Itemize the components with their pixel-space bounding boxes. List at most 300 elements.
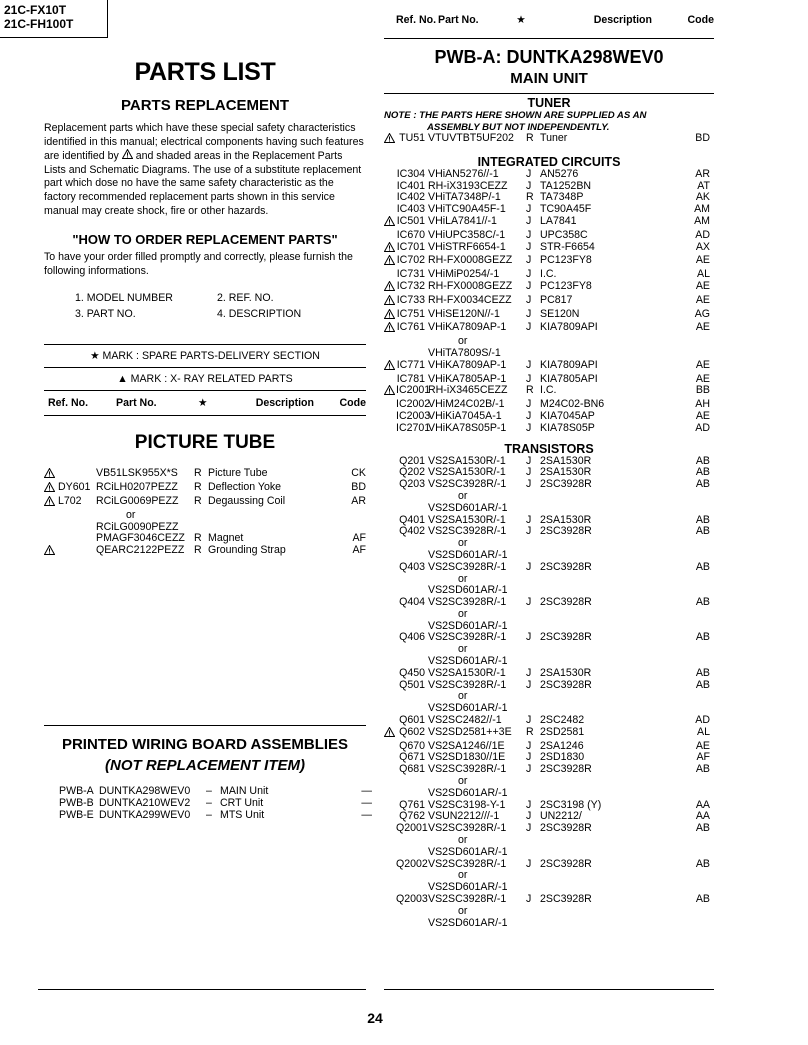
price-code <box>620 906 710 918</box>
description: SE120N <box>540 307 580 320</box>
table-row <box>384 423 714 435</box>
description: PC817 <box>540 293 573 306</box>
order-item: 3. PART NO. <box>75 308 136 321</box>
ref-no: Q501 <box>399 678 425 691</box>
part-no: VS2SD601AR/-1 <box>428 845 508 858</box>
type-code: J <box>526 293 532 306</box>
icon-spacer <box>44 510 58 522</box>
table-row <box>384 322 714 336</box>
price-code: AF <box>696 751 710 764</box>
part-no: VHiM24C02B/-1 <box>428 398 505 411</box>
type-code: J <box>526 857 532 870</box>
description: 2SA1530R <box>540 666 592 679</box>
icon-spacer <box>384 467 396 479</box>
table-row <box>384 680 714 692</box>
price-code <box>620 503 710 515</box>
price-code <box>620 776 710 788</box>
ref-no <box>58 522 96 534</box>
type-code: J <box>526 560 532 573</box>
header-star: ★ <box>198 397 208 410</box>
part-no: VS2SC3928R/-1 <box>428 560 507 573</box>
type-code <box>526 503 540 515</box>
table-row <box>384 295 714 309</box>
triangle-mark-legend: ▲ MARK : X- RAY RELATED PARTS <box>117 373 293 386</box>
part-no: RH-FX0008GEZZ <box>428 279 513 292</box>
price-code: AL <box>697 725 710 738</box>
type-code: J <box>526 307 532 320</box>
table-row <box>59 784 372 798</box>
ref-no: IC781 <box>396 372 425 385</box>
part-no: or <box>458 690 468 703</box>
part-no: or <box>458 775 468 788</box>
description: CRT Unit <box>220 796 264 809</box>
icon-spacer <box>384 374 396 386</box>
icon-spacer <box>384 491 396 503</box>
part-no: VS2SD601AR/-1 <box>428 786 508 799</box>
price-code: AB <box>695 560 710 573</box>
right-column <box>384 14 714 929</box>
description: MTS Unit <box>220 808 265 821</box>
description <box>540 538 620 550</box>
ref-no: TU51 <box>399 132 425 144</box>
icon-spacer <box>384 336 396 348</box>
description: PC123FY8 <box>540 279 592 292</box>
warning-triangle-icon <box>44 482 58 496</box>
icon-spacer <box>384 269 396 281</box>
table-row <box>384 526 714 538</box>
description: Deflection Yoke <box>208 481 282 494</box>
bottom-divider-right <box>384 989 714 990</box>
part-no: VS2SC2482//-1 <box>428 714 502 727</box>
ref-no <box>396 336 428 348</box>
price-code <box>620 644 710 656</box>
warning-triangle-icon <box>384 255 396 269</box>
warning-triangle-icon <box>44 496 58 510</box>
page-number: 24 <box>367 1010 383 1026</box>
type-code: J <box>526 228 532 241</box>
icon-spacer <box>44 533 58 545</box>
description: M24C02-BN6 <box>540 398 605 411</box>
part-no: or <box>458 869 468 882</box>
part-no: VS2SD601AR/-1 <box>428 548 508 561</box>
price-code: AB <box>695 678 710 691</box>
divider <box>384 93 714 94</box>
type-code: R <box>194 481 202 494</box>
price-code: AT <box>697 179 710 192</box>
part-no: VS2SC3928R/-1 <box>428 525 507 538</box>
description <box>540 835 620 847</box>
table-row <box>44 545 366 559</box>
part-no: QEARC2122PEZZ <box>96 544 185 557</box>
icon-spacer <box>384 823 396 835</box>
type-code: J <box>526 739 532 752</box>
type-code: J <box>526 203 532 216</box>
how-to-order-text: To have your order filled promptly and correctly, please furnish the following informations. <box>44 251 353 277</box>
ref-no: Q2003 <box>396 893 428 906</box>
type-code <box>526 835 540 847</box>
ref-no: L702 <box>58 494 82 507</box>
transistor-table <box>384 456 714 930</box>
pwb-name: PWB-B <box>59 796 94 809</box>
price-code <box>620 550 710 562</box>
type-code: R <box>526 191 534 204</box>
description: I.C. <box>540 384 557 397</box>
tuner-heading: TUNER <box>527 96 571 110</box>
warning-triangle-icon <box>384 133 396 147</box>
type-code: J <box>526 810 532 823</box>
icon-spacer <box>384 800 396 812</box>
icon-spacer <box>384 192 396 204</box>
description <box>540 918 620 930</box>
icon-spacer <box>384 870 396 882</box>
description: 2SC3928R <box>540 596 592 609</box>
description: 2SC3928R <box>540 478 592 491</box>
price-code: CK <box>351 467 366 480</box>
part-no: VS2SD1830//1E <box>428 751 506 764</box>
price-code: AE <box>695 279 710 292</box>
description <box>540 609 620 621</box>
part-no: VS2SC3928R/-1 <box>428 763 507 776</box>
icon-spacer <box>384 691 396 703</box>
dash: – <box>206 796 212 809</box>
part-no: VB51LSK955X*S <box>96 467 178 480</box>
description <box>208 510 338 522</box>
price-code: BD <box>351 481 366 494</box>
icon-spacer <box>384 503 396 515</box>
ref-no: IC732 <box>396 279 425 292</box>
price-code: AG <box>694 307 710 320</box>
part-no: PMAGF3046CEZZ <box>96 532 185 545</box>
part-no: or <box>458 572 468 585</box>
ref-no <box>396 348 428 360</box>
type-code: J <box>526 751 532 764</box>
description: TA7348P <box>540 191 584 204</box>
part-no: VS2SC3198-Y-1 <box>428 798 506 811</box>
type-code: J <box>526 240 532 253</box>
type-code: J <box>526 714 532 727</box>
picture-tube-table <box>44 468 366 559</box>
description: 2SA1530R <box>540 513 592 526</box>
ref-no: IC771 <box>396 358 425 371</box>
part-no: VS2SD601AR/-1 <box>428 584 508 597</box>
icon-spacer <box>384 585 396 597</box>
description: 2SC3928R <box>540 560 592 573</box>
warning-triangle-icon <box>122 149 133 159</box>
ref-no: IC761 <box>396 321 425 334</box>
table-row <box>384 609 714 621</box>
ref-no: IC751 <box>396 307 425 320</box>
part-no: or <box>458 904 468 917</box>
description: STR-F6654 <box>540 240 595 253</box>
ref-no <box>396 788 428 800</box>
icon-spacer <box>384 230 396 242</box>
icon-spacer <box>384 348 396 360</box>
part-no: DUNTKA299WEV0 <box>99 808 191 821</box>
header-code: Code <box>687 14 714 26</box>
part-no: VHiTA7809S/-1 <box>428 346 501 359</box>
warning-triangle-icon <box>44 468 58 482</box>
table-row <box>384 491 714 503</box>
description: Tuner <box>540 132 568 144</box>
description: 2SA1246 <box>540 739 584 752</box>
ref-no: IC2701 <box>396 421 431 434</box>
header-ref-no: Ref. No. <box>396 14 437 26</box>
description: MAIN Unit <box>220 784 269 797</box>
order-item: 4. DESCRIPTION <box>217 308 302 321</box>
description: 2SD2581 <box>540 725 585 738</box>
ref-no <box>396 644 428 656</box>
warning-triangle-icon <box>44 545 58 559</box>
part-no: VS2SD601AR/-1 <box>428 916 508 929</box>
type-code: J <box>526 596 532 609</box>
price-code: BD <box>695 132 710 144</box>
ref-no: Q201 <box>399 454 425 467</box>
table-row <box>44 468 366 482</box>
part-no: RH-FX0008GEZZ <box>428 254 513 267</box>
warning-triangle-icon <box>384 322 396 336</box>
description: 2SC3928R <box>540 525 592 538</box>
part-no: VS2SD601AR/-1 <box>428 619 508 632</box>
type-code <box>526 918 540 930</box>
table-row <box>384 764 714 776</box>
price-code: AE <box>695 409 710 422</box>
ref-no: IC304 <box>396 167 425 180</box>
price-code: AB <box>695 763 710 776</box>
price-code <box>620 691 710 703</box>
part-no: VHiLA7841//-1 <box>428 214 497 227</box>
icon-spacer <box>384 656 396 668</box>
description: KIA78S05P <box>540 421 595 434</box>
ref-no: Q403 <box>399 560 425 573</box>
header-part-no: Part No. <box>116 397 157 410</box>
ref-no <box>396 918 428 930</box>
price-code: AR <box>351 494 366 507</box>
part-no: VHiSTRF6654-1 <box>428 240 506 253</box>
table-row <box>44 496 366 510</box>
description: 2SA1530R <box>540 466 592 479</box>
table-row <box>384 906 714 918</box>
type-code <box>526 336 540 348</box>
table-row <box>384 479 714 491</box>
description: KIA7805API <box>540 372 598 385</box>
icon-spacer <box>384 169 396 181</box>
part-no: VS2SC3928R/-1 <box>428 678 507 691</box>
description: 2SC3928R <box>540 857 592 870</box>
type-code: J <box>526 398 532 411</box>
part-no: or <box>126 508 136 521</box>
price-code: AB <box>695 596 710 609</box>
icon-spacer <box>384 411 396 423</box>
price-code <box>338 510 366 522</box>
table-row <box>44 482 366 496</box>
table-row <box>384 169 714 181</box>
type-code <box>526 348 540 360</box>
price-code: AB <box>695 525 710 538</box>
table-row <box>384 360 714 374</box>
icon-spacer <box>384 788 396 800</box>
table-row <box>384 847 714 859</box>
header-star: ★ <box>516 14 526 26</box>
table-header-right <box>384 0 714 39</box>
ref-no <box>396 847 428 859</box>
table-row <box>384 918 714 930</box>
description: PC123FY8 <box>540 254 592 267</box>
ref-no <box>58 533 96 545</box>
icon-spacer <box>384 181 396 193</box>
safety-intro-paragraph <box>44 122 366 218</box>
ref-no: Q202 <box>399 466 425 479</box>
part-no: DUNTKA298WEV0 <box>99 784 191 797</box>
price-code: AE <box>695 254 710 267</box>
icon-spacer <box>384 621 396 633</box>
how-to-order-heading: "HOW TO ORDER REPLACEMENT PARTS" <box>72 232 338 248</box>
table-row <box>384 242 714 256</box>
icon-spacer <box>384 741 396 753</box>
icon-spacer <box>384 399 396 411</box>
part-no: RCiLH0207PEZZ <box>96 481 178 494</box>
ref-no: IC501 <box>396 214 425 227</box>
price-code: AD <box>695 421 710 434</box>
header-description: Description <box>593 14 652 26</box>
icon-spacer <box>384 515 396 527</box>
price-code: AL <box>697 268 710 281</box>
ref-no: IC701 <box>396 240 425 253</box>
description <box>540 776 620 788</box>
type-code: J <box>526 478 532 491</box>
description: 2SC3928R <box>540 631 592 644</box>
ref-no <box>396 491 428 503</box>
part-no: VHiKA7809AP-1 <box>428 358 507 371</box>
description <box>540 503 620 515</box>
ref-no <box>396 574 428 586</box>
part-no: DUNTKA210WEV2 <box>99 796 191 809</box>
ref-no <box>396 906 428 918</box>
picture-tube-heading: PICTURE TUBE <box>134 432 276 454</box>
safety-intro-text-b: and shaded areas in the Replacement Parts Lists and Schematic Diagrams. The use of a substitute replacement part which dose no have the same safety characteristic as the factory recommended replacement parts shown in this service manual may create shock, fire or other hazards. <box>44 150 362 217</box>
type-code: R <box>526 384 534 397</box>
price-code: AE <box>695 293 710 306</box>
ref-no: IC670 <box>396 228 425 241</box>
table-row <box>384 230 714 242</box>
ref-no: IC403 <box>396 203 425 216</box>
part-no: VHiUPC358C/-1 <box>428 228 506 241</box>
type-code: J <box>526 409 532 422</box>
type-code <box>526 609 540 621</box>
part-no: or <box>458 335 468 348</box>
table-row <box>384 597 714 609</box>
table-row <box>384 550 714 562</box>
type-code: J <box>526 893 532 906</box>
type-code: J <box>526 214 532 227</box>
price-code: AA <box>695 798 710 811</box>
icon-spacer <box>384 894 396 906</box>
part-no: RCiLG0090PEZZ <box>96 520 179 533</box>
price-code: AD <box>695 228 710 241</box>
price-code <box>620 348 710 360</box>
icon-spacer <box>384 752 396 764</box>
type-code <box>526 788 540 800</box>
type-code: J <box>526 268 532 281</box>
price-code: AE <box>695 372 710 385</box>
icon-spacer <box>44 522 58 534</box>
price-code: AB <box>695 478 710 491</box>
ref-no <box>396 870 428 882</box>
description: Magnet <box>208 532 244 545</box>
type-code: J <box>526 372 532 385</box>
header-description: Description <box>255 397 314 410</box>
description <box>540 691 620 703</box>
price-code: — <box>361 808 372 821</box>
table-row <box>44 533 366 545</box>
ref-no: Q404 <box>399 596 425 609</box>
warning-triangle-icon <box>384 242 396 256</box>
type-code: J <box>526 179 532 192</box>
part-no: VS2SC3928R/-1 <box>428 631 507 644</box>
price-code: — <box>361 796 372 809</box>
description: 2SC3928R <box>540 678 592 691</box>
type-code <box>526 574 540 586</box>
type-code: J <box>526 525 532 538</box>
ref-no: Q406 <box>399 631 425 644</box>
price-code <box>620 847 710 859</box>
description: I.C. <box>540 268 557 281</box>
type-code <box>526 776 540 788</box>
table-row <box>384 503 714 515</box>
type-code: R <box>194 494 202 507</box>
part-no: VS2SD601AR/-1 <box>428 655 508 668</box>
table-row <box>384 255 714 269</box>
type-code <box>526 870 540 882</box>
ic-table <box>384 169 714 435</box>
description: KIA7045AP <box>540 409 595 422</box>
type-code: R <box>194 544 202 557</box>
integrated-circuits-heading: INTEGRATED CIRCUITS <box>477 154 621 169</box>
ref-no: Q401 <box>399 513 425 526</box>
ref-no: Q681 <box>399 763 425 776</box>
price-code: AM <box>694 203 710 216</box>
price-code: AK <box>695 191 710 204</box>
description <box>540 348 620 360</box>
icon-spacer <box>384 811 396 823</box>
icon-spacer <box>384 562 396 574</box>
description <box>540 491 620 503</box>
pwb-name: PWB-A <box>59 784 94 797</box>
type-code <box>526 906 540 918</box>
description: 2SC3928R <box>540 893 592 906</box>
price-code: — <box>361 784 372 797</box>
page-title: PARTS LIST <box>134 58 276 86</box>
part-no: VHiKA78S05P-1 <box>428 421 507 434</box>
description <box>540 906 620 918</box>
bottom-divider-left <box>38 989 366 990</box>
type-code: J <box>526 421 532 434</box>
description <box>540 550 620 562</box>
ref-no <box>58 468 96 482</box>
type-code <box>526 538 540 550</box>
part-no: VS2SC3928R/-1 <box>428 596 507 609</box>
type-code <box>526 691 540 703</box>
table-header-left <box>44 391 366 415</box>
part-no: RH-FX0034CEZZ <box>428 293 512 306</box>
icon-spacer <box>384 859 396 871</box>
header-code: Code <box>339 397 366 410</box>
price-code: AB <box>695 893 710 906</box>
description: Degaussing Coil <box>208 494 286 507</box>
divider <box>44 415 366 416</box>
ref-no <box>396 550 428 562</box>
type-code: J <box>526 678 532 691</box>
part-no: RH-iX3465CEZZ <box>428 384 508 397</box>
